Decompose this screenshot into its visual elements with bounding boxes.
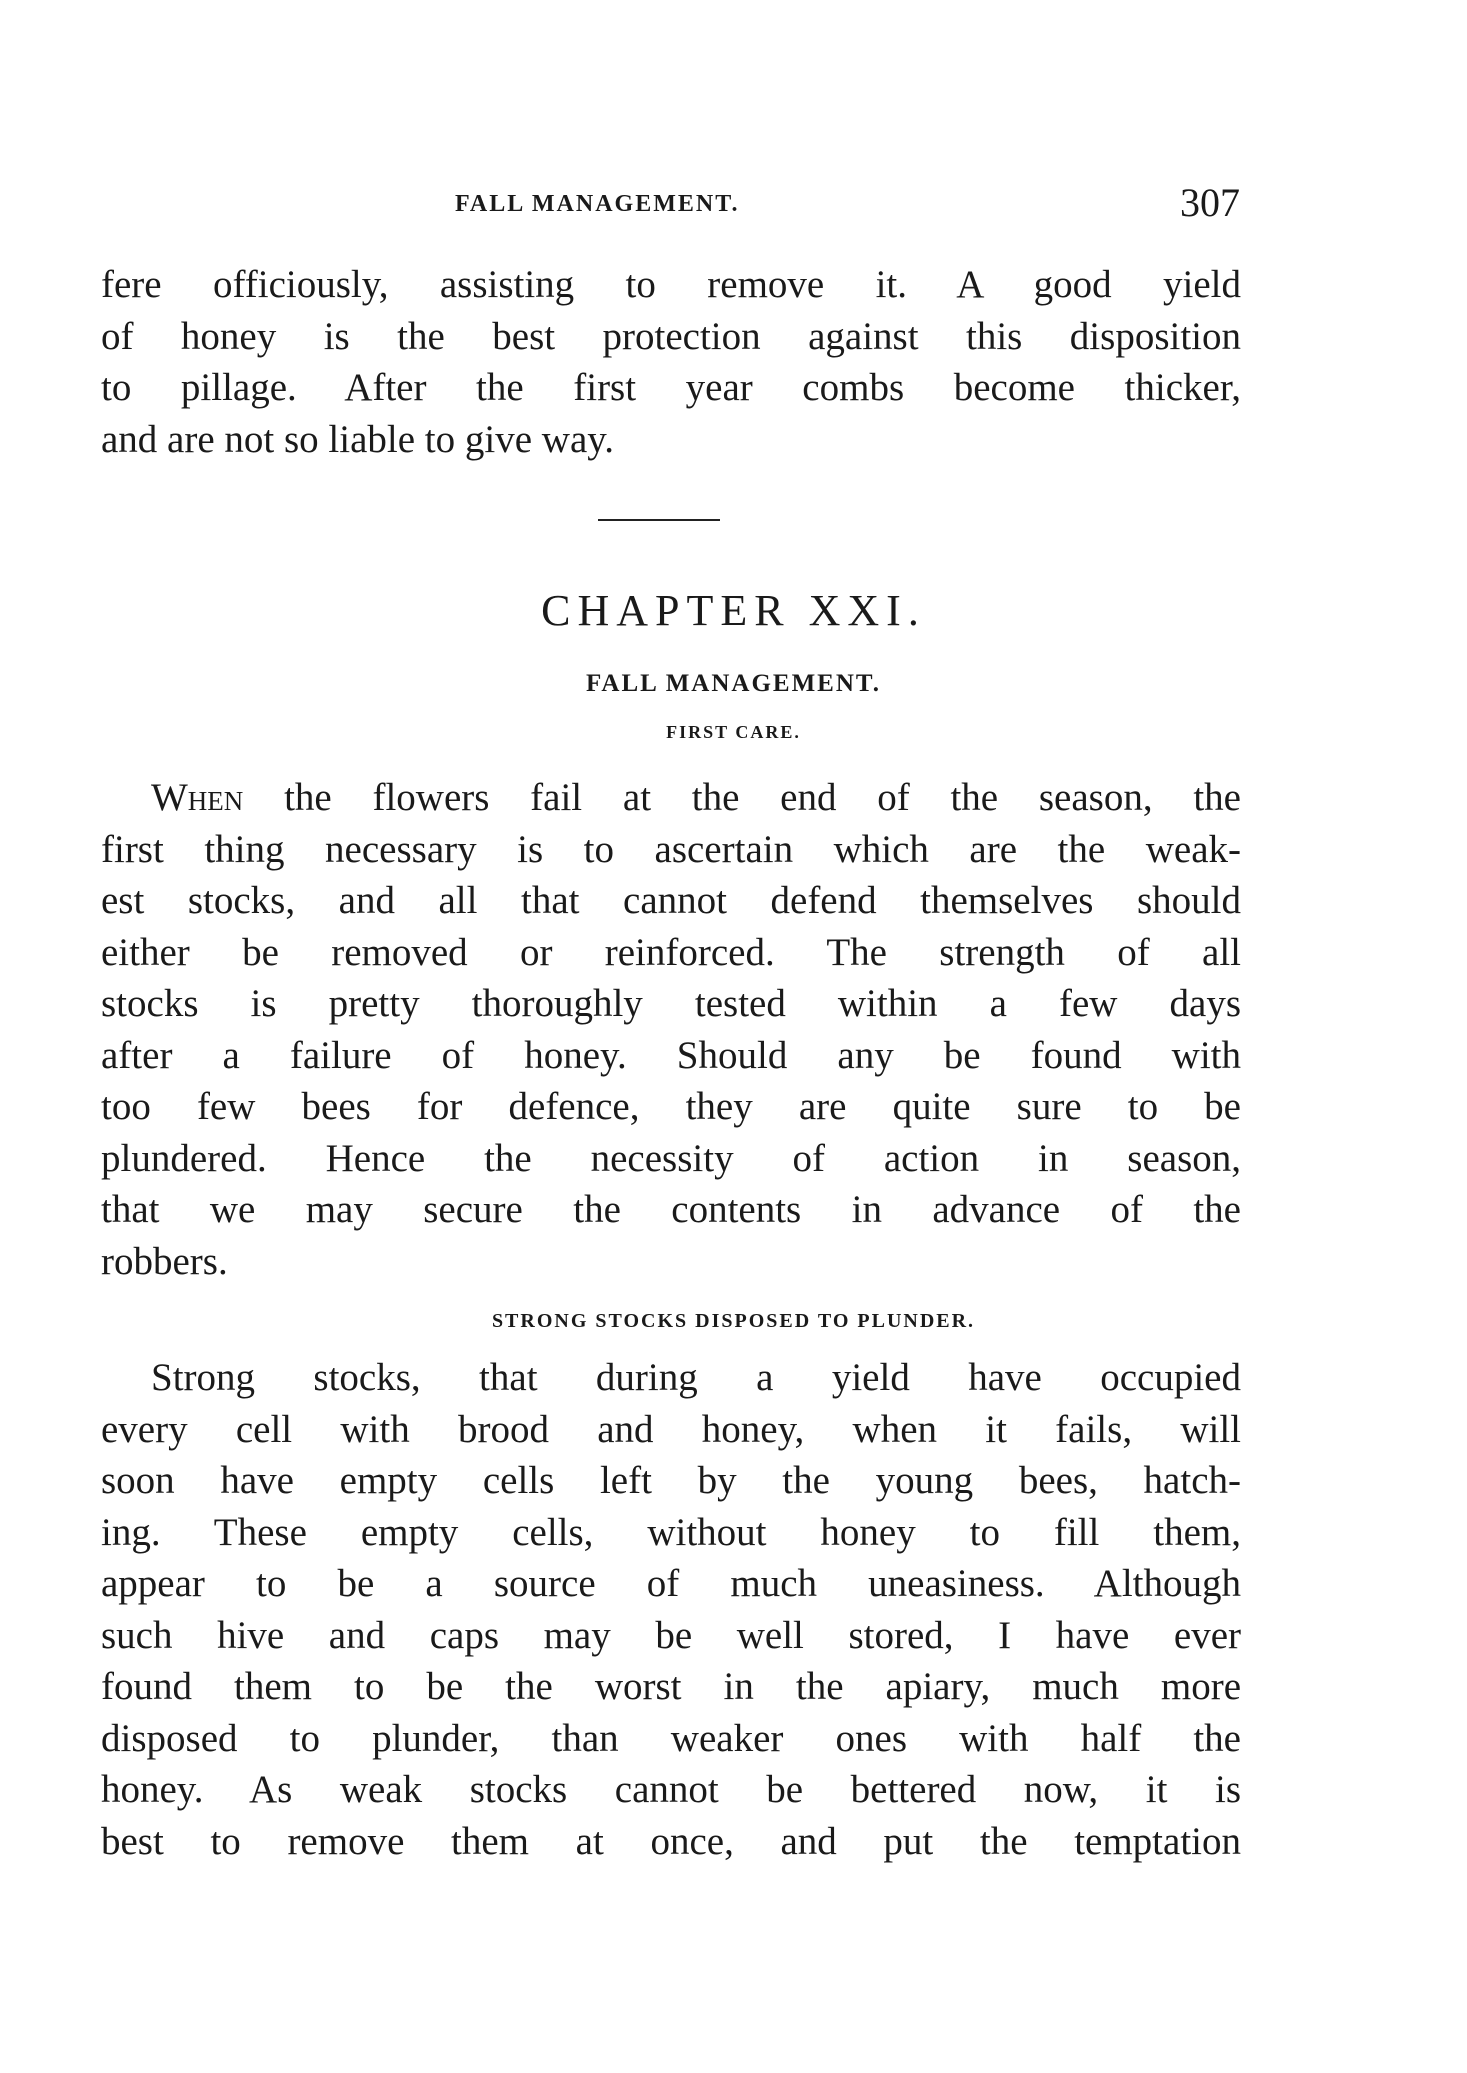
text-line: every cell with brood and honey, when it fails, will bbox=[101, 1407, 1241, 1451]
running-title: FALL MANAGEMENT. bbox=[455, 191, 740, 217]
text-line: honey. As weak stocks cannot be bettered now, it is bbox=[101, 1768, 1241, 1811]
section-divider bbox=[598, 519, 720, 521]
text-line bbox=[101, 772, 1241, 824]
section-heading-strong-stocks: STRONG STOCKS DISPOSED TO PLUNDER. bbox=[491, 1310, 976, 1332]
text-line: disposed to plunder, than weaker ones with half the bbox=[101, 1716, 1241, 1760]
text-line: stocks is pretty thoroughly tested within a few days bbox=[101, 982, 1241, 1025]
carryover-paragraph bbox=[101, 259, 1241, 465]
text-line: first thing necessary is to ascertain which are the weak- bbox=[101, 827, 1241, 871]
paragraph-strong-stocks bbox=[101, 1352, 1241, 1867]
text-line: either be removed or reinforced. The strength of all bbox=[101, 930, 1241, 974]
text-line: best to remove them at once, and put the temptation bbox=[101, 1819, 1241, 1863]
text-line: appear to be a source of much uneasiness. Although bbox=[101, 1562, 1241, 1605]
text-line: found them to be the worst in the apiary, much more bbox=[101, 1665, 1241, 1708]
text-line: robbers. bbox=[101, 1239, 228, 1283]
text-line: and are not so liable to give way. bbox=[101, 417, 614, 461]
page-number: 307 bbox=[1180, 180, 1240, 225]
running-header bbox=[100, 180, 1240, 225]
text-line: such hive and caps may be well stored, I have ever bbox=[101, 1613, 1241, 1657]
text-line: too few bees for defence, they are quite sure to be bbox=[101, 1085, 1241, 1128]
paragraph-first-care bbox=[101, 772, 1241, 1287]
text-line: est stocks, and all that cannot defend themselves should bbox=[101, 879, 1241, 922]
section-heading-first-care: FIRST CARE. bbox=[666, 722, 801, 742]
text-span: the flowers fail at the end of the season, the bbox=[243, 776, 1241, 819]
text-line: fere officiously, assisting to remove it. A good yield bbox=[101, 263, 1241, 306]
text-line: of honey is the best protection against this disposition bbox=[101, 314, 1241, 358]
chapter-subtitle: FALL MANAGEMENT. bbox=[586, 670, 881, 697]
text-line: that we may secure the contents in advance of the bbox=[101, 1188, 1241, 1231]
text-line: Strong stocks, that during a yield have occupied bbox=[151, 1356, 1241, 1399]
text-line: soon have empty cells left by the young bees, hatch- bbox=[101, 1459, 1241, 1502]
text-line: to pillage. After the first year combs become thicker, bbox=[101, 366, 1241, 409]
text-line: after a failure of honey. Should any be found with bbox=[101, 1033, 1241, 1077]
chapter-title: CHAPTER XXI. bbox=[541, 586, 926, 635]
lead-word: When bbox=[151, 776, 244, 819]
text-line: plundered. Hence the necessity of action in season, bbox=[101, 1136, 1241, 1180]
text-line: ing. These empty cells, without honey to fill them, bbox=[101, 1510, 1241, 1554]
